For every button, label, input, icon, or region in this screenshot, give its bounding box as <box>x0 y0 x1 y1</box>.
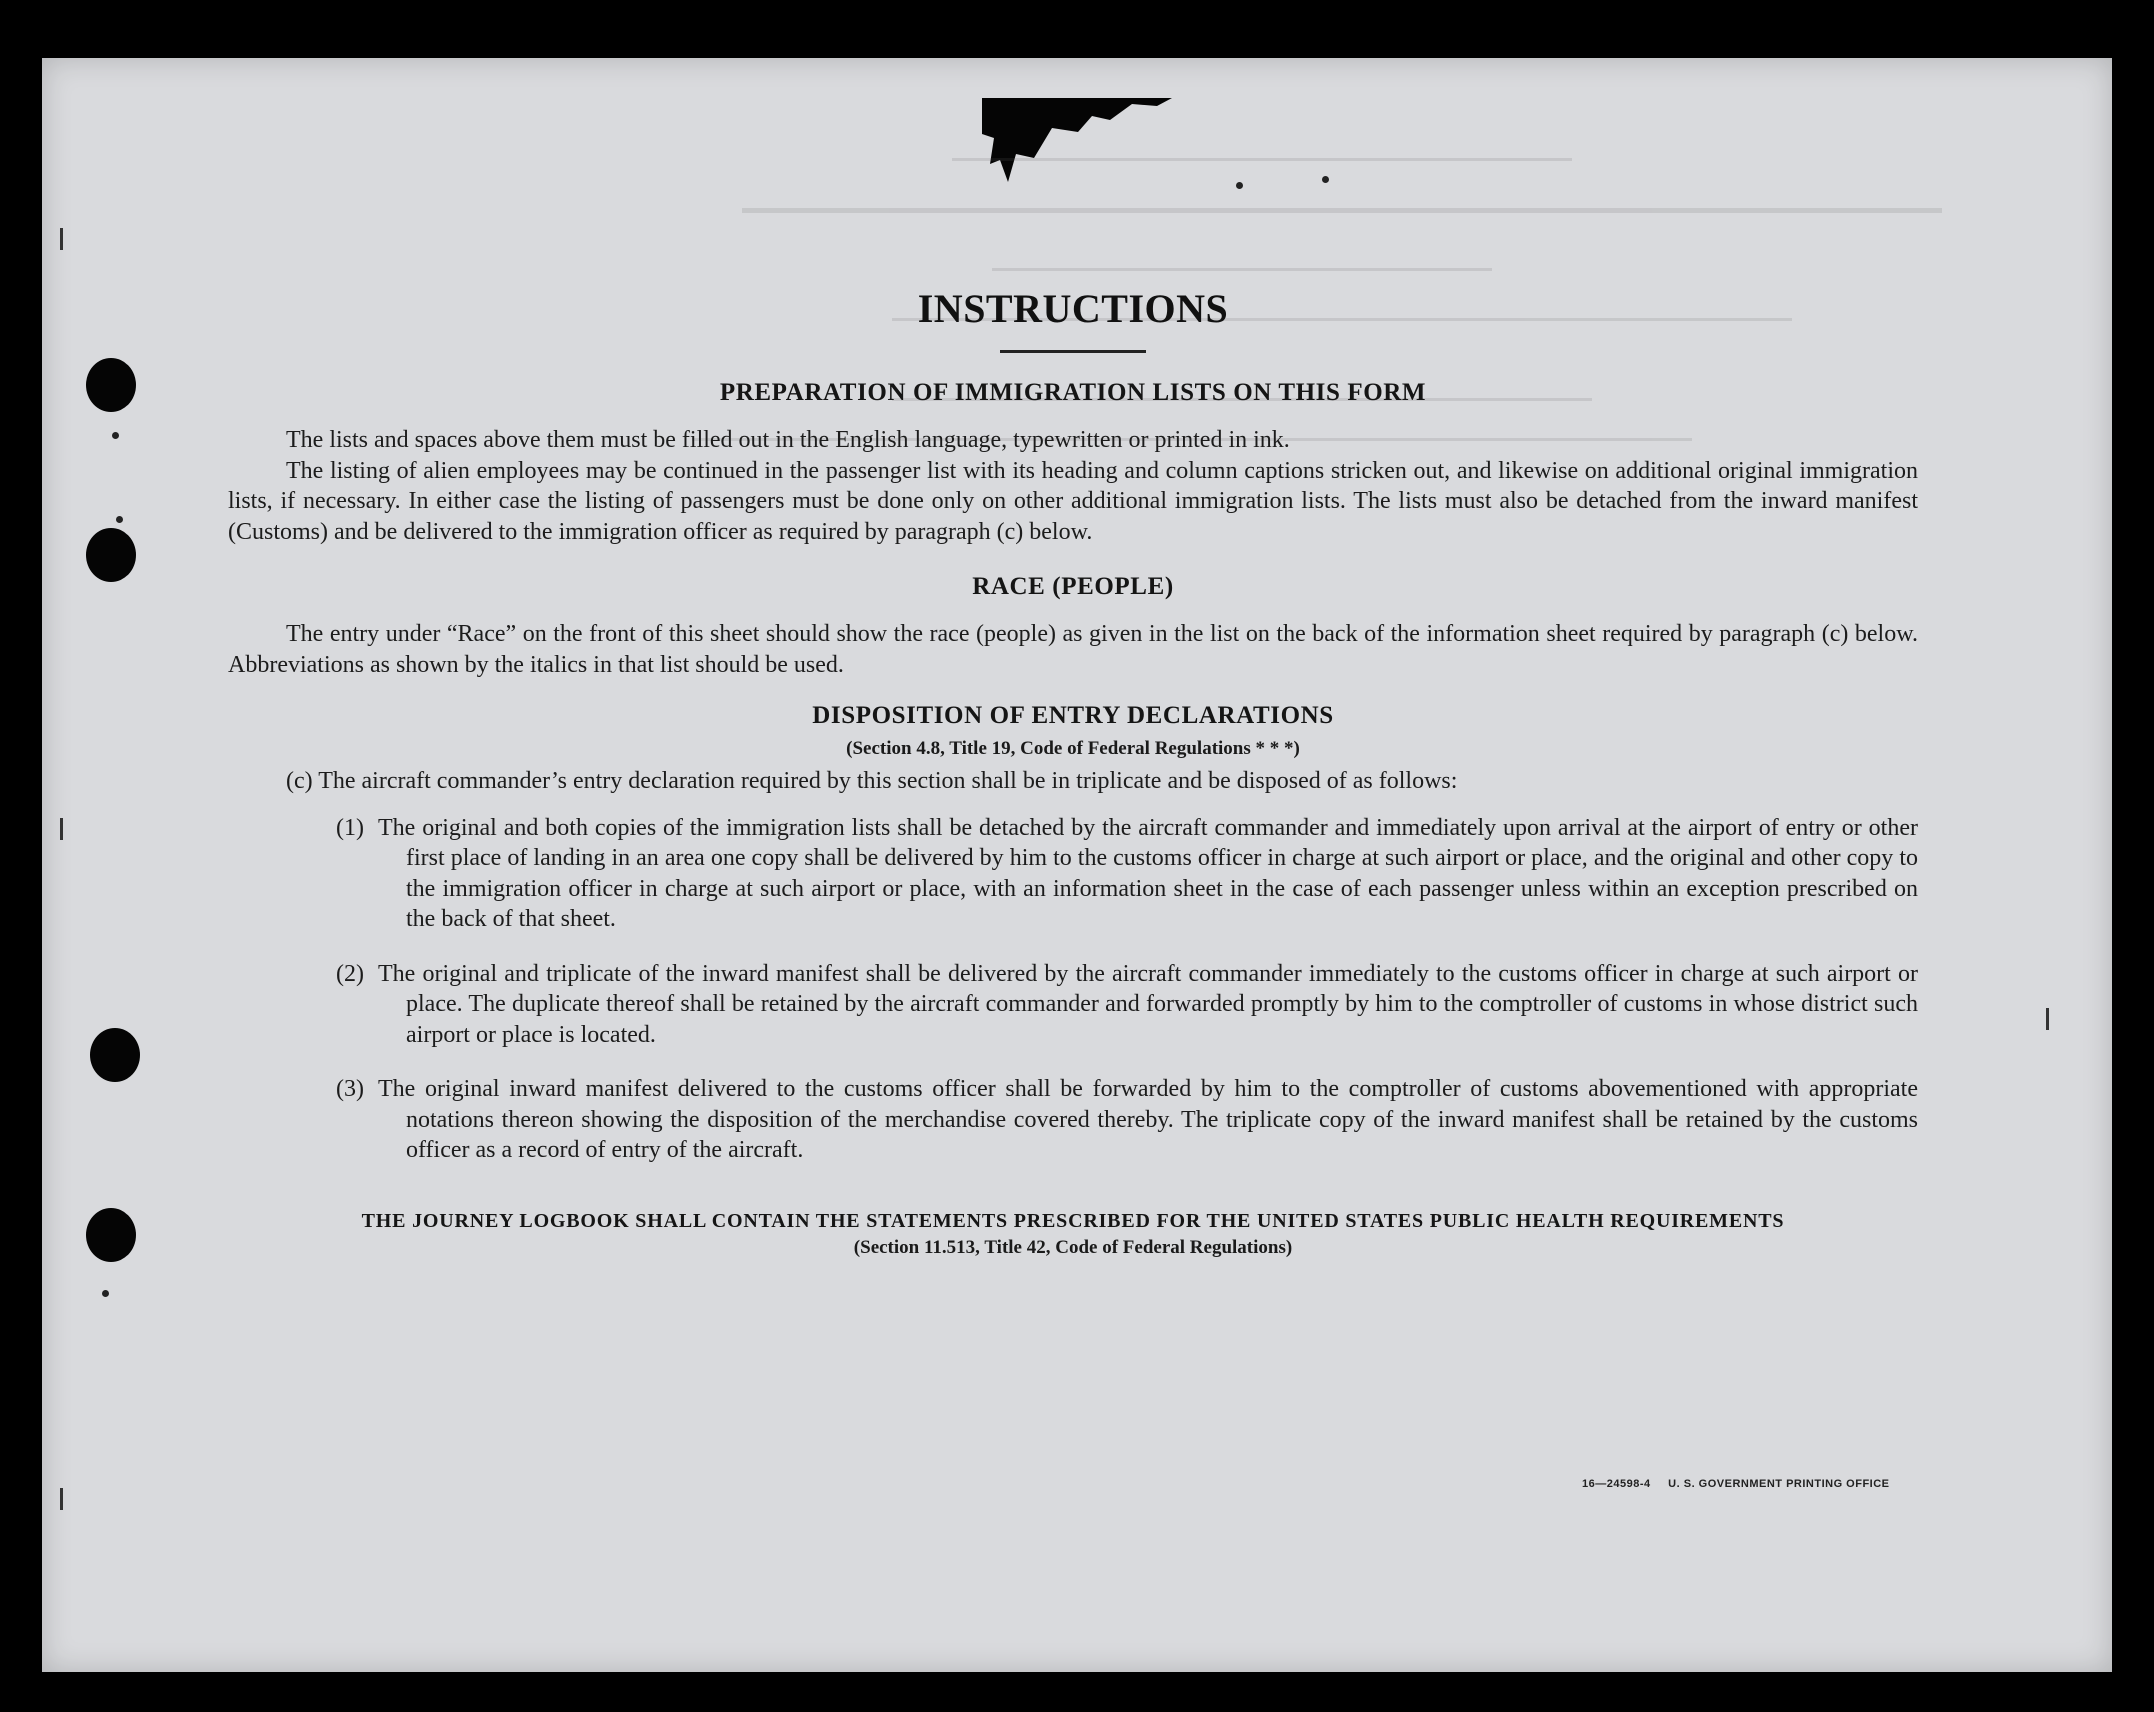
speck <box>1322 176 1329 183</box>
section-disposition <box>228 702 1918 1166</box>
section-heading: THE JOURNEY LOGBOOK SHALL CONTAIN THE STATEMENTS PRESCRIBED FOR THE UNITED STATES PUBLIC HEALTH REQUIREMENTS <box>361 1209 1785 1232</box>
speck <box>112 432 119 439</box>
margin-tick <box>60 1488 63 1510</box>
item-text: The original and both copies of the immigration lists shall be detached by the aircraft commander and immediately upon arrival at the airport of entry or other first place of landing in an area one copy shall be delivered by him to the customs officer in charge at such airport or place, and the original and other copy to the immigration officer in charge at such airport or place, with an information sheet in the case of each passenger unless within an exception prescribed on the back of that sheet. <box>378 814 1918 932</box>
margin-tick <box>2046 1008 2049 1030</box>
item-number: (1) <box>336 814 364 841</box>
section-race <box>228 573 1918 680</box>
speck <box>102 1290 109 1297</box>
section-citation: (Section 11.513, Title 42, Code of Federal Regulations) <box>853 1236 1293 1258</box>
section-citation: (Section 4.8, Title 19, Code of Federal Regulations * * *) <box>846 738 1300 759</box>
margin-tick <box>60 228 63 250</box>
list-item <box>228 813 1918 935</box>
item-text: The original inward manifest delivered to the customs officer shall be forwarded by him to the comptroller of customs abovementioned with appropriate notations thereon showing the disposition of the merchandise covered thereby. The triplicate copy of the inward manifest shall be retained by the customs officer as a record of entry of the aircraft. <box>378 1076 1918 1163</box>
item-text: The original and triplicate of the inward manifest shall be delivered by the aircraft commander immediately to the customs officer in charge at such airport or place. The duplicate thereof shall be retained by the aircraft commander and forwarded promptly by him to the comptroller of customs in whose district such airport or place is located. <box>378 960 1918 1048</box>
speck <box>116 516 123 523</box>
paragraph: The lists and spaces above them must be filled out in the English language, typewritten or printed in ink. <box>286 427 1290 453</box>
punch-hole <box>86 358 136 412</box>
instructions-body <box>228 285 1918 1259</box>
form-number: 16—24598-4 <box>1582 1478 1651 1490</box>
title-underline <box>1000 350 1146 353</box>
item-number: (3) <box>336 1076 364 1102</box>
list-item <box>228 1074 1918 1166</box>
section-logbook <box>222 1210 1924 1259</box>
section-preparation <box>228 379 1918 547</box>
punch-hole <box>86 528 136 582</box>
clause-label: (c) <box>286 768 313 794</box>
torn-edge-mark <box>982 98 1172 188</box>
section-heading: RACE (PEOPLE) <box>972 573 1174 600</box>
printing-office: U. S. GOVERNMENT PRINTING OFFICE <box>1668 1478 1890 1490</box>
punch-hole <box>86 1208 136 1262</box>
speck <box>1236 182 1243 189</box>
item-number: (2) <box>336 960 364 987</box>
printer-imprint <box>1582 1478 1904 1490</box>
page-title: INSTRUCTIONS <box>917 286 1229 331</box>
margin-tick <box>60 818 63 840</box>
punch-hole <box>90 1028 140 1082</box>
paragraph: The entry under “Race” on the front of this sheet should show the race (people) as given in the list on the back of the information sheet required by paragraph (c) below. Abbreviations as shown by the italics in that list should be used. <box>228 621 1918 678</box>
clause-text: The aircraft commander’s entry declaration required by this section shall be in triplicate and be disposed of as follows: <box>318 768 1458 794</box>
section-heading: PREPARATION OF IMMIGRATION LISTS ON THIS FORM <box>719 379 1427 406</box>
paragraph: The listing of alien employees may be continued in the passenger list with its heading and column captions stricken out, and likewise on additional original immigration lists, if necessary. In either case the listing of passengers must be done only on other additional immigration lists. The lists must also be detached from the inward manifest (Customs) and be delivered to the immigration officer as required by paragraph (c) below. <box>228 457 1918 545</box>
list-item <box>228 959 1918 1051</box>
section-heading: DISPOSITION OF ENTRY DECLARATIONS <box>812 702 1334 729</box>
clause-c <box>228 766 1918 797</box>
